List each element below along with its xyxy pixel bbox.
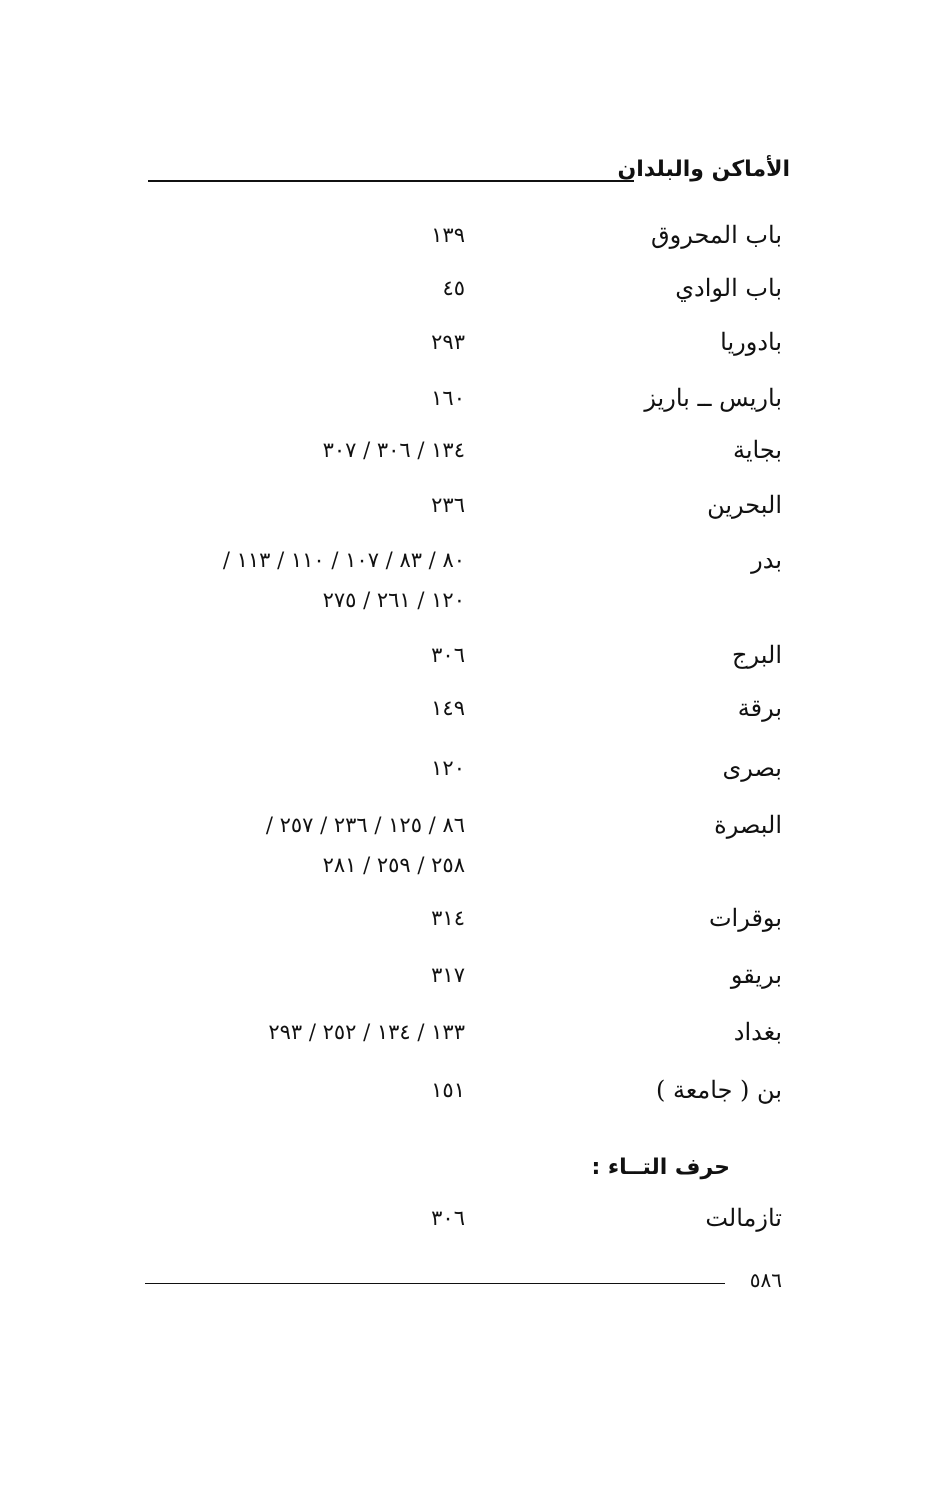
entry-pages: ١٢٠ [431, 756, 465, 780]
entry-term: بريقو [730, 961, 782, 989]
entry-pages: ٣١٤ [431, 906, 465, 930]
footer-rule [145, 1283, 725, 1284]
page-header [148, 150, 790, 190]
entry-term: باب المحروق [650, 221, 782, 249]
entry-term: البصرة [714, 811, 782, 839]
entry-pages: ٣٠٦ [431, 1206, 465, 1230]
entry-term: باريس ــ باريز [644, 384, 782, 412]
entry-term: بصرى [722, 754, 782, 782]
entry-pages: ٨٦ / ١٢٥ / ٢٣٦ / ٢٥٧ / ٢٥٨ / ٢٥٩ / ٢٨١ [265, 813, 465, 877]
running-title: الأماكن والبلدان [617, 157, 790, 182]
entry-term: البحرين [707, 491, 782, 519]
header-rule [148, 180, 634, 182]
entry-pages: ١٤٩ [431, 696, 465, 720]
entry-pages: ١٥١ [431, 1078, 465, 1102]
entry-term: برقة [737, 694, 782, 722]
entry-pages: ١٣٩ [431, 223, 465, 247]
entry-pages: ٣١٧ [431, 963, 465, 987]
entry-pages: ١٦٠ [431, 386, 465, 410]
entry-term: تازمالت [705, 1204, 782, 1232]
entry-term: بادوريا [720, 328, 782, 356]
entry-pages: ٢٩٣ [431, 330, 465, 354]
entry-term: باب الوادي [675, 274, 782, 302]
entry-pages: ٢٣٦ [431, 493, 465, 517]
entry-term: بغداد [733, 1018, 782, 1046]
entry-pages: ١٣٣ / ١٣٤ / ٢٥٢ / ٢٩٣ [268, 1020, 465, 1044]
entry-term: بجاية [732, 436, 782, 464]
entry-term: بن ( جامعة ) [655, 1076, 782, 1104]
section-heading: حرف التــاء : [591, 1155, 730, 1180]
entry-pages: ١٣٤ / ٣٠٦ / ٣٠٧ [322, 438, 465, 462]
entry-pages: ٤٥ [442, 276, 465, 300]
entry-term: بوقرات [708, 904, 782, 932]
page-number: ٥٨٦ [749, 1268, 782, 1292]
entry-pages: ٨٠ / ٨٣ / ١٠٧ / ١١٠ / ١١٣ / ١٢٠ / ٢٦١ / ٢٧٥ [222, 548, 465, 612]
entry-term: بدر [751, 546, 782, 574]
entry-pages: ٣٠٦ [431, 643, 465, 667]
entry-term: البرج [732, 641, 782, 669]
